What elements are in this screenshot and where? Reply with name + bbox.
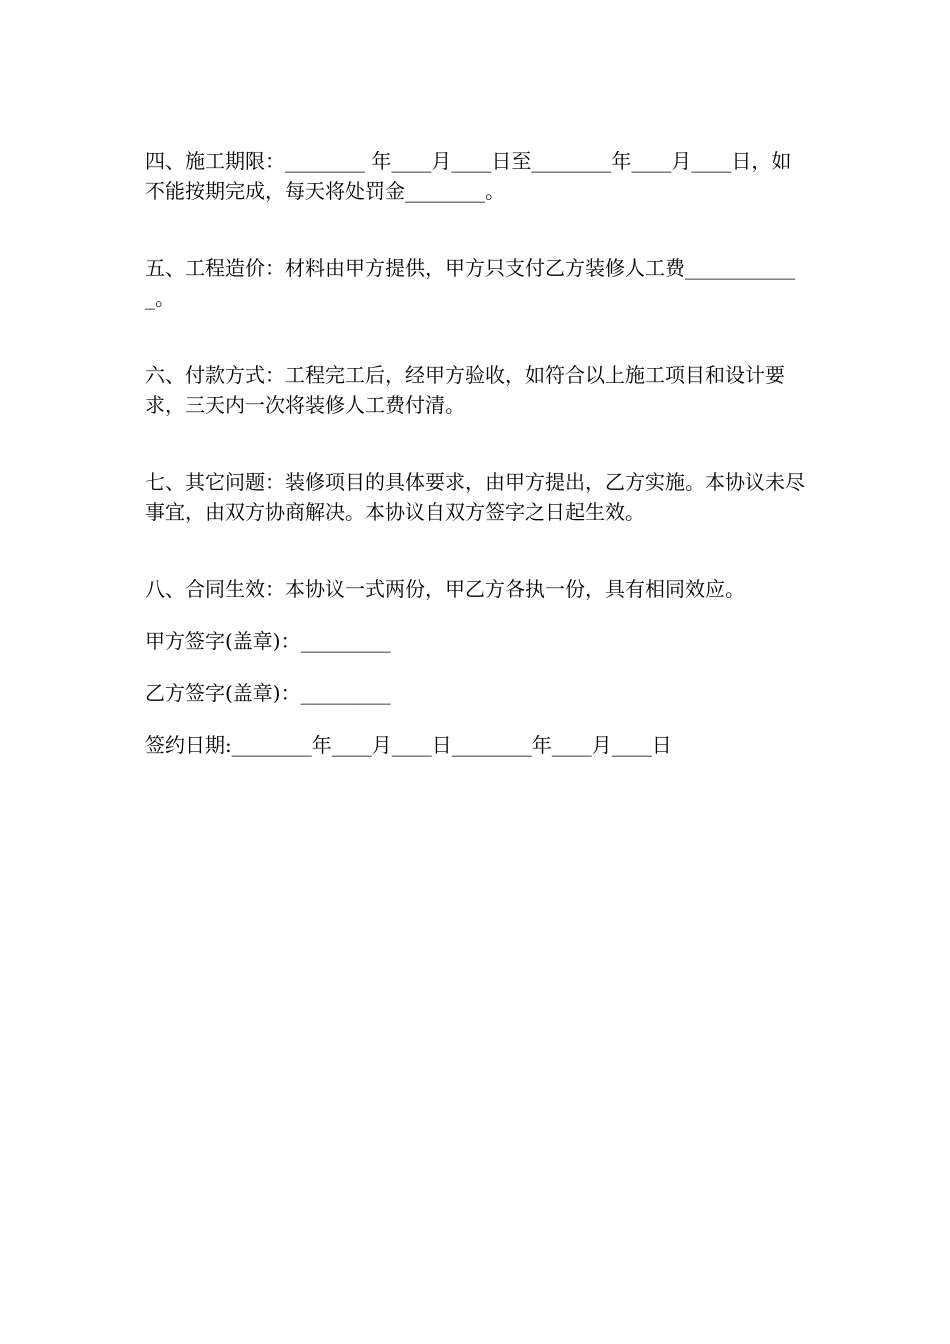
spacer (145, 420, 810, 467)
spacer (145, 708, 810, 730)
clause-payment-method: 六、付款方式：工程完工后，经甲方验收，如符合以上施工项目和设计要求，三天内一次将装修人工费付清。 (145, 363, 785, 417)
party-b-signature: 乙方签字(盖章)：_________ (145, 681, 391, 705)
clause-contract-effect: 八、合同生效：本协议一式两份，甲乙方各执一份，具有相同效应。 (145, 577, 745, 601)
contract-body (145, 146, 810, 760)
spacer (145, 313, 810, 360)
clause-other-issues: 七、其它问题：装修项目的具体要求，由甲方提出，乙方实施。本协议未尽事宜，由双方协商解决。本协议自双方签字之日起生效。 (145, 470, 805, 524)
spacer (145, 656, 810, 678)
spacer (145, 527, 810, 574)
spacer (145, 604, 810, 626)
clause-project-cost: 五、工程造价：材料由甲方提供，甲方只支付乙方装修人工费____________。 (145, 256, 795, 310)
party-a-signature: 甲方签字(盖章)：_________ (145, 629, 391, 653)
spacer (145, 206, 810, 253)
clause-construction-period: 四、施工期限：________ 年____月____日至________年____月____日，如不能按期完成，每天将处罚金________。 (145, 149, 792, 203)
signing-date: 签约日期:________年____月____日________年____月____日 (145, 733, 672, 757)
